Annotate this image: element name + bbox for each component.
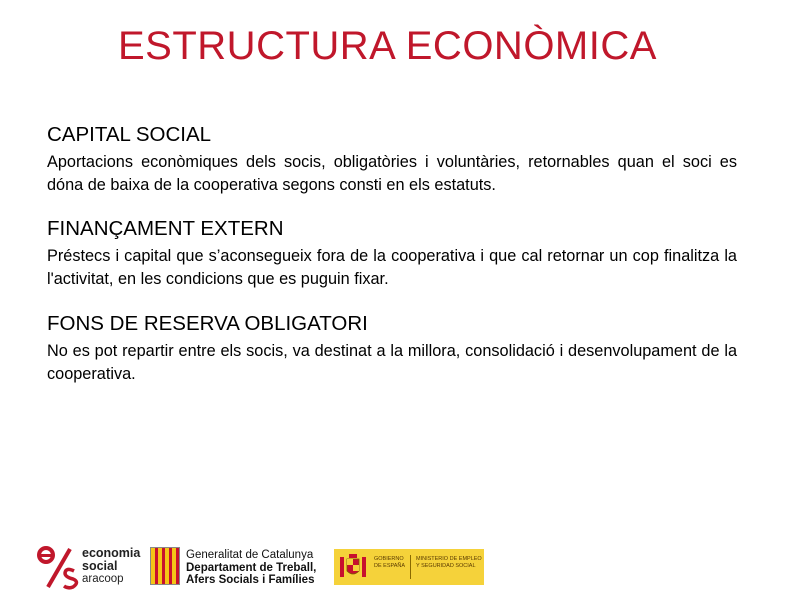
catalan-shield-icon [150, 547, 180, 585]
logo-text: GOBIERNO DE ESPAÑA [374, 556, 406, 569]
footer-logos [36, 545, 496, 590]
spanish-crest-icon [338, 553, 368, 581]
section-body: Aportacions econòmiques dels socis, obligatòries i voluntàries, retornables quan el soci es dóna de baixa de la cooperativa segons consti en els estatuts. [47, 153, 737, 194]
section-capital-social [47, 123, 737, 197]
generalitat-logo [150, 547, 350, 587]
economia-social-logo [36, 545, 146, 590]
section-body: No es pot repartir entre els socis, va destinat a la millora, consolidació i desenvolupament de la cooperativa. [47, 342, 737, 383]
section-financament-extern [47, 217, 737, 291]
logo-text: economia [82, 546, 141, 560]
logo-text: Generalitat de Catalunya [186, 549, 314, 561]
logo-text: Departament de Treball, [186, 561, 317, 574]
logo-text: aracoop [82, 573, 124, 585]
logo-text: Afers Socials i Famílies [186, 574, 315, 586]
divider [410, 555, 411, 579]
gobierno-espana-logo [334, 549, 484, 585]
section-heading: CAPITAL SOCIAL [47, 123, 212, 146]
section-body: Préstecs i capital que s’aconsegueix fora de la cooperativa i que cal retornar un cop finalitza la l'activitat, en les condicions que es puguin fixar. [47, 247, 737, 288]
economia-social-mark-icon [36, 545, 82, 590]
section-heading: FONS DE RESERVA OBLIGATORI [47, 312, 368, 335]
logo-text: MINISTERIO DE EMPLEO Y SEGURIDAD SOCIAL [416, 556, 482, 569]
section-heading: FINANÇAMENT EXTERN [47, 217, 284, 240]
logo-text: social [82, 559, 118, 573]
page-title: ESTRUCTURA ECONÒMICA [118, 24, 657, 68]
section-fons-reserva [47, 312, 737, 386]
